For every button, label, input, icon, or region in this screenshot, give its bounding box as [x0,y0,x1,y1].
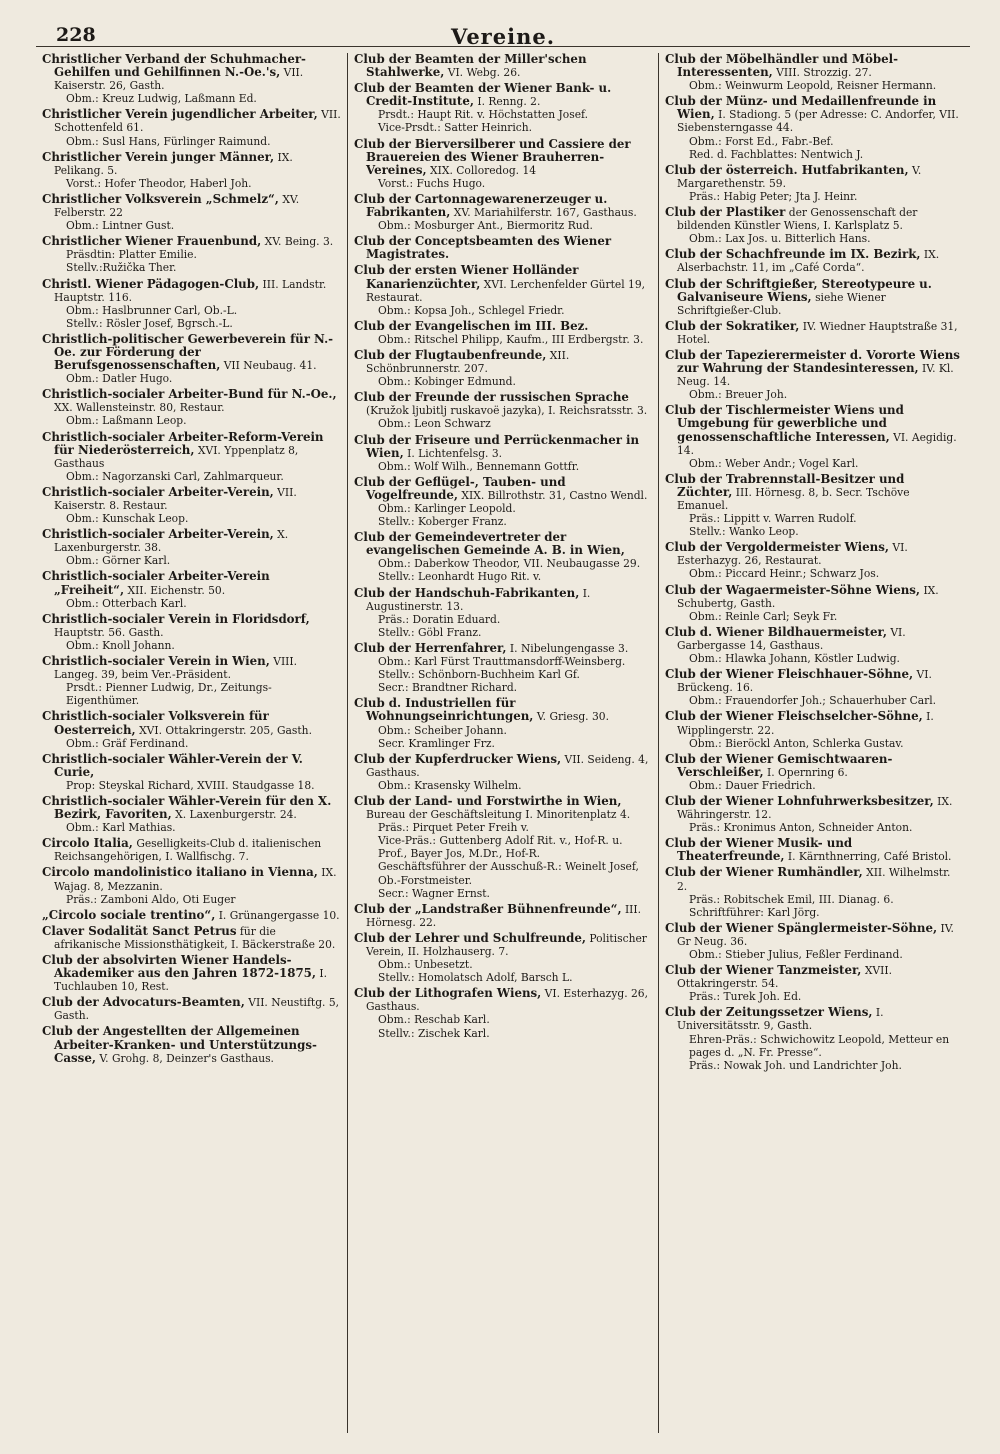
entry-address: IX. Pelikang. 5. [54,150,293,177]
entry-officer-line: Obm.: Laßmann Leop. [66,414,187,428]
entry-address: für die afrikanische Missionsthätigkeit, I. Bäckerstraße 20. [54,924,336,951]
entry-address: IX. Wajag. 8, Mezzanin. [54,866,337,893]
entry-name: Club der Conceptsbeamten des Wiener Magistrates. [354,234,612,262]
entry-name: Club der Vergoldermeister Wiens, [665,540,889,555]
directory-entry [354,264,652,316]
entry-name: Club der Möbelhändler und Möbel-Interessenten, [665,53,898,80]
directory-entry [42,866,341,905]
entry-address: IX. Alserbachstr. 11, im „Café Corda“. [677,248,940,275]
entry-officer-line: Präs.: Turek Joh. Ed. [689,990,802,1004]
entry-address: XII. Eichenstr. 50. [124,583,226,597]
entry-officer-line: Obm.: Weinwurm Leopold, Reisner Hermann. [689,79,937,93]
entry-address: IV. Gr Neug. 36. [677,921,954,948]
entry-officer-line: Obm.: Weber Andr.; Vogel Karl. [689,456,859,470]
page-number: 228 [56,24,96,46]
columns-container [36,53,970,1433]
directory-entry [665,668,963,707]
entry-name: Club der „Landstraßer Bühnenfreunde“, [354,901,622,916]
directory-entry [354,476,652,528]
entry-name: Club d. Wiener Bildhauermeister, [665,624,887,639]
entry-name: Circolo Italia, [42,836,133,851]
directory-entry [42,333,341,385]
entry-officer-line: Stellv.: Wanko Leop. [689,525,799,539]
directory-entry [665,964,963,1003]
entry-officer-line: Obm.: Haslbrunner Carl, Ob.-L. [66,303,238,317]
directory-entry [354,53,652,79]
entry-address: I. Tuchlauben 10, Rest. [54,967,328,994]
entry-address: der Genossenschaft der bildenden Künstler Wiens, I. Karlsplatz 5. [677,206,918,233]
directory-entry [354,932,652,984]
entry-name: Club der Schriftgießer, Stereotypeure u. Galvaniseure Wiens, [665,276,932,304]
entry-officer-line: Obm.: Mosburger Ant., Biermoritz Rud. [378,219,593,233]
entry-address: XV. Felberstr. 22 [54,192,300,220]
entry-officer-line: Stellv.: Zischek Karl. [378,1026,490,1040]
entry-address: IX. Schubertg, Gasth. [677,583,939,610]
entry-address: V. Griesg. 30. [533,710,609,724]
entry-address: IV. Wiedner Hauptstraße 31, Hotel. [677,319,958,346]
entry-address: Bureau der Geschäftsleitung I. Minoritenplatz 4. [366,808,631,822]
entry-name: Christlich-socialer Verein in Wien, [42,654,270,669]
entry-officer-line: Obm.: Karl Mathias. [66,821,176,835]
entry-name: Club der Wiener Musik- und Theaterfreunde, [665,836,853,864]
directory-entry [665,710,963,749]
entry-officer-line: Stellv.: Leonhardt Hugo Rit. v. [378,570,542,584]
directory-entry [354,531,652,583]
directory-entry [665,320,963,346]
entry-name: Christlich-socialer Volksverein für Oesterreich, [42,709,269,737]
entry-officer-line: Präs.: Lippitt v. Warren Rudolf. [689,512,857,526]
directory-entry [42,795,341,834]
entry-name: Club der Cartonnagewarenerzeuger u. Fabrikanten, [354,191,608,220]
column-middle [347,53,658,1433]
entry-address: XVII. Ottakringerstr. 54. [677,964,892,991]
entry-officer-line: Vice-Prsdt.: Satter Heinrich. [378,121,533,135]
entry-officer-line: Obm.: Lax Jos. u. Bitterlich Hans. [689,232,871,246]
entry-name: Club d. Industriellen für Wohnungseinrichtungen, [354,696,534,724]
entry-officer-line: Obm.: Otterbach Karl. [66,596,187,610]
entry-officer-line: Obm.: Breuer Joh. [689,388,788,402]
entry-officer-line: Obm.: Daberkow Theodor, VII. Neubaugasse 29. [378,557,641,571]
entry-name: Club der österreich. Hutfabrikanten, [665,162,909,177]
entry-address: I. Renng. 2. [473,95,541,109]
entry-name: Christlicher Volksverein „Schmelz“, [42,191,279,206]
directory-entry [354,391,652,430]
directory-entry [354,349,652,388]
entry-officer-line: Obm.: Reinle Carl; Seyk Fr. [689,609,838,623]
entry-address: III. Hörnesg. 22. [366,902,642,929]
entry-officer-line: Obm.: Leon Schwarz [378,417,491,431]
entry-name: Christlich-socialer Verein in Floridsdorf, [42,611,310,626]
directory-entry [665,795,963,834]
entry-name: Club der Herrenfahrer, [354,640,507,655]
directory-entry [42,151,341,190]
entry-officer-line: Prsdt.: Haupt Rit. v. Höchstatten Josef. [378,108,589,122]
directory-entry [354,987,652,1039]
directory-entry [42,909,341,922]
entry-officer-line: Obm.: Bieröckl Anton, Schlerka Gustav. [689,736,904,750]
entry-officer-line: Obm.: Stieber Julius, Feßler Ferdinand. [689,948,903,961]
directory-entry [42,431,341,483]
entry-name: Club der Wiener Fleischselcher-Söhne, [665,709,923,724]
entry-address: I. Nibelungengasse 3. [506,641,629,655]
entry-officer-line: Präs.: Pirquet Peter Freih v. [378,821,529,835]
entry-name: Club der Plastiker [665,205,786,220]
entry-name: Christlich-socialer Arbeiter-Verein, [42,527,274,542]
entry-officer-line: Obm.: Unbesetzt. [378,958,473,972]
directory-entry [42,925,341,951]
entry-address: I. Wipplingerstr. 22. [677,710,934,737]
entry-officer-line: Präs.: Zamboni Aldo, Oti Euger [66,892,236,906]
entry-name: Club der Bierversilberer und Cassiere der Brauereien des Wiener Brauherren-Vereines, [354,136,631,177]
entry-name: Club der Lithografen Wiens, [354,986,542,1001]
entry-officer-line: Stellv.: Koberger Franz. [378,515,507,529]
directory-entry [665,349,963,401]
entry-name: Club der Wiener Fleischhauer-Söhne, [665,667,914,682]
directory-entry [665,164,963,203]
entry-name: Club der Lehrer und Schulfreunde, [354,930,586,945]
running-head-title: Vereine. [450,24,556,49]
entry-officer-line: Obm.: Lintner Gust. [66,219,175,233]
entry-name: Club der Beamten der Miller'schen Stahlwerke, [354,53,587,80]
entry-name: Club der Freunde der russischen Sprache [354,390,629,405]
directory-entry [354,193,652,232]
entry-name: „Circolo sociale trentino“, [42,907,216,922]
entry-officer-line: Stellv.: Homolatsch Adolf, Barsch L. [378,971,573,985]
directory-entry [42,388,341,427]
entry-officer-line: Obm.: Gräf Ferdinand. [66,736,189,750]
entry-name: Christlicher Verband der Schuhmacher-Gehilfen und Gehilfinnen N.-Oe.'s, [42,53,306,80]
directory-entry [354,642,652,694]
entry-address: VI. Brückeng. 16. [677,668,932,695]
entry-address: XIX. Billrothstr. 31, Castno Wendl. [457,488,648,502]
page-header [36,12,970,47]
entry-officer-line: Obm.: Kreuz Ludwig, Laßmann Ed. [66,92,257,106]
entry-officer-line: Prop: Steyskal Richard, XVIII. Staudgasse 18. [66,778,315,792]
directory-entry [665,1006,963,1071]
entry-name: Club der Zeitungssetzer Wiens, [665,1005,873,1020]
entry-address: XV. Being. 3. [261,235,334,249]
entry-address: XVI. Ottakringerstr. 205, Gasth. [135,723,312,737]
entry-address: V. Grohg. 8, Deinzer's Gasthaus. [95,1051,274,1065]
entry-officer-line: Obm.: Hlawka Johann, Köstler Ludwig. [689,652,900,666]
entry-name: Christlich-socialer Arbeiter-Bund für N.-Oe., [42,387,337,402]
entry-name: Christlicher Wiener Frauenbund, [42,234,262,249]
entry-officer-line: Obm.: Kobinger Edmund. [378,375,516,389]
entry-officer-line: Obm.: Dauer Friedrich. [689,778,816,792]
entry-address: I. Grünangergasse 10. [215,908,340,922]
entry-officer-line: Ehren-Präs.: Schwichowitz Leopold, Metteur en pages d. „N. Fr. Presse“. [689,1032,950,1059]
directory-entry [42,954,341,993]
directory-entry [42,528,341,567]
entry-officer-line: Schriftführer: Karl Jörg. [689,905,820,919]
entry-address: VI. Garbergasse 14, Gasthaus. [677,625,906,652]
entry-name: Club der Trabrennstall-Besitzer und Züchter, [665,471,905,499]
entry-officer-line: Stellv.: Schönborn-Buchheim Karl Gf. [378,668,580,682]
entry-name: Circolo mandolinistico italiano in Vienna, [42,865,318,880]
entry-officer-line: Secr.: Wagner Ernst. [378,886,490,900]
entry-officer-line: Geschäftsführer der Ausschuß-R.: Weinelt Josef, Ob.-Forstmeister. [378,860,639,887]
entry-officer-line: Obm.: Karlinger Leopold. [378,502,516,515]
entry-officer-line: Stellv.:Ružička Ther. [66,261,177,275]
directory-entry [42,655,341,707]
entry-address: XVI. Lerchenfelder Gürtel 19, Restaurat. [366,277,646,304]
entry-address: X. Laxenburgerstr. 38. [54,528,289,555]
entry-address: VII. Kaiserstr. 8. Restaur. [54,485,297,512]
entry-officer-line: Red. d. Fachblattes: Nentwich J. [689,147,864,161]
directory-entry [665,753,963,792]
entry-officer-line: Obm.: Datler Hugo. [66,372,173,386]
entry-officer-line: Obm.: Ritschel Philipp, Kaufm., III Erdbergstr. 3. [378,332,644,346]
directory-entry [665,837,963,863]
entry-officer-line: Präsdtin: Platter Emilie. [66,248,197,262]
entry-name: Club der Gemeindevertreter der evangelischen Gemeinde A. B. in Wien, [354,530,625,558]
directory-entry [42,710,341,749]
entry-address: XIX. Colloredog. 14 [426,163,537,177]
entry-name: Claver Sodalität Sanct Petrus [42,923,237,938]
entry-address: Politischer Verein, II. Holzhauserg. 7. [366,931,647,958]
directory-entry [665,922,963,961]
entry-officer-line: Obm.: Nagorzanski Carl, Zahlmarqueur. [66,469,284,483]
entry-address: VII. Neustiftg. 5, Gasth. [54,996,340,1023]
entry-name: Christl. Wiener Pädagogen-Club, [42,276,260,291]
entry-officer-line: Obm.: Krasensky Wilhelm. [378,778,522,792]
entry-name: Club der Beamten der Wiener Bank- u. Credit-Institute, [354,81,612,109]
directory-entry [665,473,963,538]
entry-address: I. Opernring 6. [763,765,848,779]
directory-entry [42,108,341,147]
entry-address: VII. Schottenfeld 61. [54,108,341,135]
entry-address: I. Stadiong. 5 (per Adresse: C. Andorfer, VII. Siebensterngasse 44. [677,108,959,135]
entry-name: Club der Sokratiker, [665,318,800,333]
entry-officer-line: Vorst.: Hofer Theodor, Haberl Joh. [66,176,252,190]
directory-entry [42,486,341,525]
entry-name: Christlich-politischer Gewerbeverein für N.-Oe. zur Förderung der Berufsgenossenschaften, [42,331,334,373]
entry-address: XVI. Yppenplatz 8, Gasthaus [54,443,299,470]
entry-address: III. Landstr. Hauptstr. 116. [54,277,327,304]
directory-entry [665,866,963,918]
directory-entry [665,584,963,623]
entry-officer-line: Präs.: Kronimus Anton, Schneider Anton. [689,821,913,835]
entry-address: (Kružok ljubitlj ruskavoë jazyka), I. Reichsratsstr. 3. [366,404,648,418]
entry-address: I. Augustinerstr. 13. [366,586,591,613]
entry-address: VIII. Langeg. 39, beim Ver.-Präsident. [54,655,298,682]
directory-entry [665,53,963,92]
entry-address: XII. Schönbrunnerstr. 207. [366,348,570,376]
directory-entry [354,903,652,929]
entry-name: Christlich-socialer Arbeiter-Verein „Freiheit“, [42,569,270,597]
entry-officer-line: Obm.: Knoll Johann. [66,638,175,652]
entry-officer-line: Obm.: Kopsa Joh., Schlegel Friedr. [378,303,565,317]
entry-officer-line: Obm.: Görner Karl. [66,554,171,568]
directory-entry [42,53,341,105]
directory-entry [354,434,652,473]
entry-officer-line: Präs.: Doratin Eduard. [378,612,501,626]
entry-name: Christlich-socialer Arbeiter-Reform-Verein für Niederösterreich, [42,429,324,457]
entry-name: Club der Wiener Spänglermeister-Söhne, [665,920,938,935]
entry-officer-line: Obm.: Susl Hans, Fürlinger Raimund. [66,134,271,148]
entry-name: Club der Wiener Tanzmeister, [665,963,862,978]
entry-name: Club der Evangelischen im III. Bez. [354,318,589,333]
entry-address: I. Kärnthnerring, Café Bristol. [784,850,952,864]
entry-address: IX. Währingerstr. 12. [677,794,953,822]
directory-entry [665,248,963,274]
entry-address: Hauptstr. 56. Gasth. [54,625,164,639]
entry-address: I. Universitätsstr. 9, Gasth. [677,1006,884,1033]
directory-entry [354,795,652,900]
entry-name: Club der Geflügel-, Tauben- und Vogelfreunde, [354,474,566,502]
entry-name: Club der Münz- und Medaillenfreunde in Wien, [665,94,937,122]
directory-entry [42,235,341,274]
entry-name: Club der Wiener Gemischtwaaren-Verschleißer, [665,751,893,779]
entry-name: Christlich-socialer Arbeiter-Verein, [42,484,274,499]
entry-address: XX. Wallensteinstr. 80, Restaur. [54,401,225,415]
entry-officer-line: Obm.: Frauendorfer Joh.; Schauerhuber Carl. [689,694,937,708]
directory-entry [665,95,963,160]
directory-entry [354,235,652,261]
entry-address: VI. Webg. 26. [444,66,521,80]
entry-officer-line: Stellv.: Rösler Josef, Bgrsch.-L. [66,316,233,330]
directory-entry [42,837,341,863]
entry-name: Club der Land- und Forstwirthe in Wien, [354,793,622,808]
entry-address: siehe Wiener Schriftgießer-Club. [677,290,886,317]
entry-address: VII. Kaiserstr. 26, Gasth. [54,66,304,93]
entry-officer-line: Obm.: Piccard Heinr.; Schwarz Jos. [689,567,880,581]
entry-officer-line: Obm.: Forst Ed., Fabr.-Bef. [689,134,834,148]
entry-name: Club der Kupferdrucker Wiens, [354,751,562,766]
entry-name: Club der Tapezierermeister d. Vororte Wiens zur Wahrung der Standesinteressen, [665,347,960,376]
column-right [658,53,969,1433]
directory-entry [665,404,963,469]
entry-name: Club der Schachfreunde im IX. Bezirk, [665,247,921,262]
column-left [36,53,347,1433]
directory-entry [42,570,341,609]
entry-name: Club der Flugtaubenfreunde, [354,347,547,362]
directory-entry [354,753,652,792]
entry-officer-line: Prsdt.: Pienner Ludwig, Dr., Zeitungs-Eigenthümer. [66,681,272,708]
entry-officer-line: Obm.: Wolf Wilh., Bennemann Gottfr. [378,459,580,473]
directory-entry [354,82,652,134]
entry-address: VII Neubaug. 41. [220,359,317,373]
entry-address: V. Margarethenstr. 59. [677,163,922,190]
entry-officer-line: Präs.: Robitschek Emil, III. Dianag. 6. [689,892,894,906]
entry-name: Christlicher Verein junger Männer, [42,149,275,164]
directory-entry [42,193,341,232]
directory-entry [42,613,341,652]
entry-officer-line: Vice-Präs.: Guttenberg Adolf Rit. v., Hof-R. u. Prof., Bayer Jos, M.Dr., Hof-R. [378,834,623,861]
entry-officer-line: Secr.: Brandtner Richard. [378,681,518,695]
directory-entry [354,587,652,639]
entry-name: Club der Tischlermeister Wiens und Umgebung für gewerbliche und genossenschaftliche Interessen, [665,403,904,444]
entry-address: Geselligkeits-Club d. italienischen Reichsangehörigen, I. Wallfischg. 7. [54,837,322,864]
entry-name: Club der Wiener Rumhändler, [665,865,863,880]
directory-entry [354,138,652,190]
entry-officer-line: Secr. Kramlinger Frz. [378,736,495,750]
entry-name: Club der Wiener Lohnfuhrwerksbesitzer, [665,793,934,808]
directory-entry [665,626,963,665]
entry-name: Christlich-socialer Wähler-Verein für den X. Bezirk, Favoriten, [42,793,332,822]
directory-entry [354,697,652,749]
entry-officer-line: Präs.: Habig Peter; Jta J. Heinr. [689,189,858,203]
entry-officer-line: Obm.: Kunschak Leop. [66,512,189,526]
directory-entry [42,996,341,1022]
entry-name: Club der ersten Wiener Holländer Kanarienzüchter, [354,263,579,291]
directory-entry [42,1025,341,1064]
entry-name: Christlich-socialer Wähler-Verein der V. Curie, [42,751,303,779]
entry-officer-line: Stellv.: Göbl Franz. [378,625,482,639]
entry-name: Club der Handschuh-Fabrikanten, [354,585,580,600]
entry-officer-line: Präs.: Nowak Joh. und Landrichter Joh. [689,1058,902,1072]
directory-entry [354,320,652,346]
entry-address: IV. Kl. Neug. 14. [677,362,954,389]
entry-address: VI. Esterhazyg. 26, Restaurat. [677,541,908,568]
entry-officer-line: Obm.: Scheiber Johann. [378,723,507,737]
entry-officer-line: Obm.: Karl Fürst Trauttmansdorff-Weinsberg. [378,655,626,669]
entry-address: XV. Mariahilferstr. 167, Gasthaus. [450,206,637,220]
entry-officer-line: Vorst.: Fuchs Hugo. [378,176,486,190]
entry-name: Club der Wagaermeister-Söhne Wiens, [665,582,921,597]
entry-address: XII. Wilhelmstr. 2. [677,866,951,893]
entry-name: Club der absolvirten Wiener Handels-Akademiker aus den Jahren 1872-1875, [42,953,316,981]
entry-address: VI. Aegidig. 14. [677,430,957,457]
directory-entry [665,206,963,245]
entry-address: VIII. Strozzig. 27. [772,66,872,80]
entry-officer-line: Obm.: Reschab Karl. [378,1013,490,1027]
entry-name: Club der Angestellten der Allgemeinen Arbeiter-Kranken- und Unterstützungs-Casse, [42,1024,317,1065]
entry-address: I. Lichtenfelsg. 3. [403,446,503,460]
entry-address: III. Hörnesg. 8, b. Secr. Tschöve Emanuel. [677,485,910,512]
entry-name: Christlicher Verein jugendlicher Arbeiter, [42,107,318,122]
directory-entry [42,278,341,330]
entry-address: VI. Esterhazyg. 26, Gasthaus. [366,987,648,1014]
entry-address: X. Laxenburgerstr. 24. [171,808,297,822]
entry-address: VII. Seideng. 4, Gasthaus. [366,752,649,779]
entry-name: Club der Advocaturs-Beamten, [42,995,245,1010]
directory-entry [42,753,341,792]
directory-entry [665,541,963,580]
entry-name: Club der Friseure und Perrückenmacher in Wien, [354,432,640,460]
directory-entry [665,278,963,317]
